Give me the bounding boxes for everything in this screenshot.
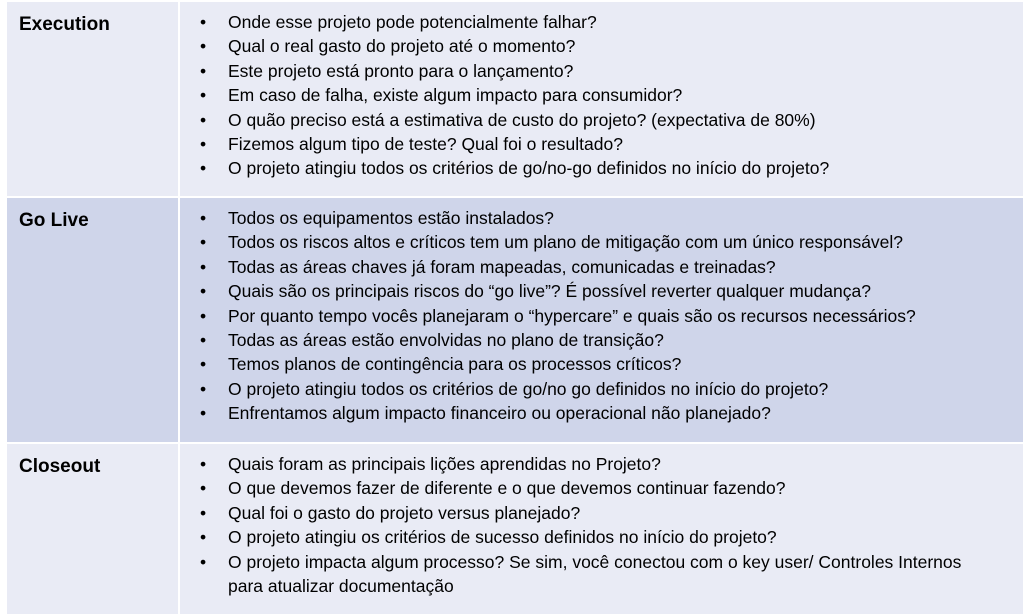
list-item: • Quais são os principais riscos do “go live”? É possível reverter qualquer mudança? [180, 279, 1023, 303]
phase-label: Go Live [7, 198, 180, 442]
list-item: • Qual o real gasto do projeto até o momento? [180, 34, 1023, 58]
list-item: • O que devemos fazer de diferente e o que devemos continuar fazendo? [180, 476, 1023, 500]
list-item: • Em caso de falha, existe algum impacto para consumidor? [180, 83, 1023, 107]
question-list [180, 444, 1023, 614]
list-item: • Todos os equipamentos estão instalados? [180, 206, 1023, 230]
list-item: • Fizemos algum tipo de teste? Qual foi o resultado? [180, 132, 1023, 156]
list-item: • Quais foram as principais lições aprendidas no Projeto? [180, 452, 1023, 476]
list-item: • O quão preciso está a estimativa de custo do projeto? (expectativa de 80%) [180, 108, 1023, 132]
list-item: • Todas as áreas estão envolvidas no plano de transição? [180, 328, 1023, 352]
question-list [180, 2, 1023, 196]
table-row-closeout [7, 442, 1023, 614]
phase-label: Closeout [7, 444, 180, 614]
list-item: • Qual foi o gasto do projeto versus planejado? [180, 501, 1023, 525]
list-item: • O projeto atingiu todos os critérios de go/no-go definidos no início do projeto? [180, 156, 1023, 180]
list-item: • O projeto atingiu os critérios de sucesso definidos no início do projeto? [180, 525, 1023, 549]
list-item: • Enfrentamos algum impacto financeiro ou operacional não planejado? [180, 401, 1023, 425]
list-item: • Todas as áreas chaves já foram mapeadas, comunicadas e treinadas? [180, 255, 1023, 279]
list-item: • O projeto atingiu todos os critérios de go/no go definidos no início do projeto? [180, 377, 1023, 401]
phase-label: Execution [7, 2, 180, 196]
list-item: • Todos os riscos altos e críticos tem um plano de mitigação com um único responsável? [180, 230, 1023, 254]
checklist-table [6, 0, 1023, 614]
list-item: • Onde esse projeto pode potencialmente falhar? [180, 10, 1023, 34]
list-item: • Por quanto tempo vocês planejaram o “hypercare” e quais são os recursos necessários? [180, 304, 1023, 328]
list-item: • O projeto impacta algum processo? Se sim, você conectou com o key user/ Controles Internos para atualizar documentação [180, 550, 1023, 599]
question-list [180, 198, 1023, 442]
list-item: • Este projeto está pronto para o lançamento? [180, 59, 1023, 83]
table-row-execution [7, 0, 1023, 196]
table-row-go-live [7, 196, 1023, 442]
list-item: • Temos planos de contingência para os processos críticos? [180, 352, 1023, 376]
